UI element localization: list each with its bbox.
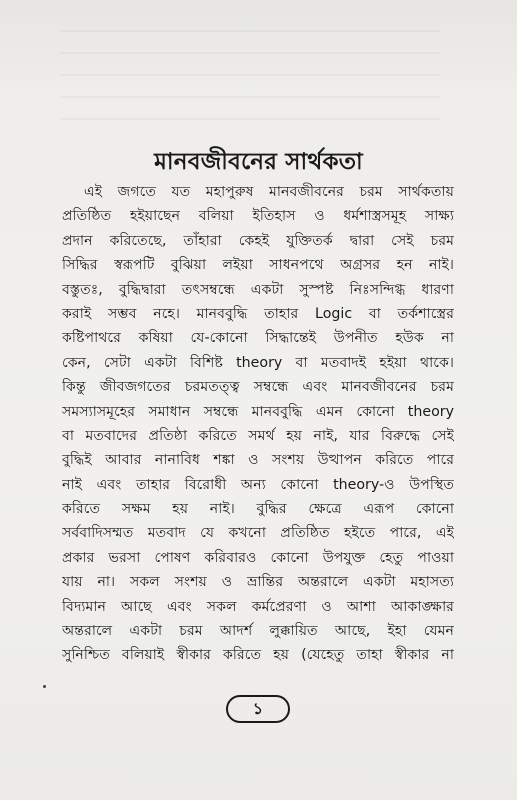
text-line: বুদ্ধিই আবার নানাবিধ শঙ্কা ও সংশয় উত্থাপন করিতে পারে [62,452,454,469]
ink-speck [43,685,46,688]
text-line: কেন, সেটা একটা বিশিষ্ট theory বা মতবাদই হইয়া থাকে। [62,354,454,371]
text-line: প্রদান করিতেছে, তাঁহারা কেহই যুক্তিতর্ক দ্বারা সেই চরম [62,232,454,249]
text-line: অন্তরালে একটা চরম আদর্শ লুক্কায়িত আছে, ইহা যেমন [62,623,454,640]
page-number: ১ [226,695,290,723]
text-line: প্রতিষ্ঠিত হইয়াছেন বলিয়া ইতিহাস ও ধর্মশাস্ত্রসমূহ সাক্ষ্য [62,208,454,225]
text-line: প্রকার ভরসা পোষণ করিবারও কোনো উপযুক্ত হেতু পাওয়া [62,549,454,566]
text-line: কিন্তু জীবজগতের চরমতত্ত্ব সম্বন্ধে এবং মানবজীবনের চরম [62,379,454,396]
text-line: করাই সম্ভব নহে। মানববুদ্ধি তাহার Logic বা তর্কশাস্ত্রের [62,305,454,322]
text-line: সিদ্ধির স্বরূপটি বুঝিয়া লইয়া সাধনপথে অগ্রসর হন নাই। [62,257,454,274]
text-line: বস্তুতঃ, বুদ্ধিদ্বারা তৎসম্বন্ধে একটা সুস্পষ্ট নিঃসন্দিগ্ধ ধারণা [62,281,454,298]
show-through-texture [60,30,440,120]
text-line: যায় না। সকল সংশয় ও ভ্রান্তির অন্তরালে একটা মহাসত্য [62,574,454,591]
body-text [62,180,454,668]
text-line: নাই এবং তাহার বিরোধী অন্য কোনো theory-ও উপস্থিত [62,476,454,493]
text-line: এই জগতে যত মহাপুরুষ মানবজীবনের চরম সার্থকতায় [84,184,454,200]
text-line: সর্ববাদিসম্মত মতবাদ যে কখনো প্রতিষ্ঠিত হইতে পারে, এই [62,525,454,542]
text-line: বা মতবাদের প্রতিষ্ঠা করিতে সমর্থ হয় নাই, যার বিরুদ্ধে সেই [62,427,454,444]
text-line: করিতে সক্ষম হয় নাই। বুদ্ধির ক্ষেত্রে এরূপ কোনো [62,501,454,518]
text-line: সমস্যাসমূহের সমাধান সম্বন্ধে মানববুদ্ধি এমন কোনো theory [62,403,454,420]
text-line: কষ্টিপাথরে কষিয়া যে-কোনো সিদ্ধান্তেই উপনীত হউক না [62,330,454,347]
text-line: বিদ্যমান আছে এবং সকল কর্মপ্রেরণা ও আশা আকাঙ্ক্ষার [62,598,454,615]
page-title: মানবজীবনের সার্থকতা [154,149,363,175]
text-line: সুনিশ্চিত বলিয়াই স্বীকার করিতে হয় (যেহেতু তাহা স্বীকার না [62,647,454,664]
